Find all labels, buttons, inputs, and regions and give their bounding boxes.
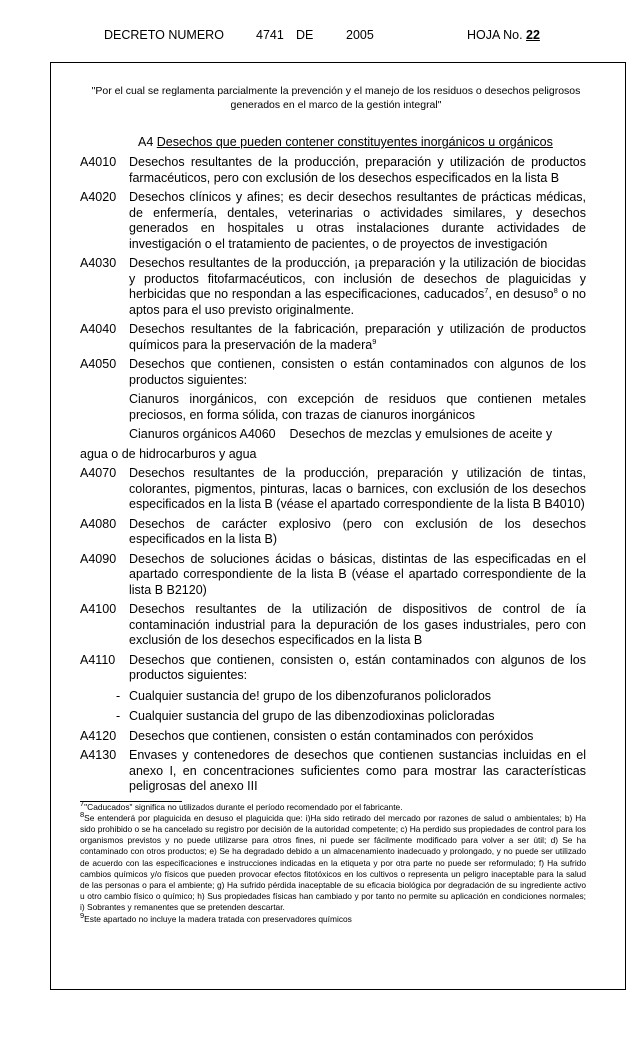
entry-text-part: o no aptos para el uso previsto originalmente. bbox=[129, 287, 586, 317]
list-item bbox=[116, 709, 586, 725]
entry-text: Desechos de carácter explosivo (pero con exclusión de los desechos especificados en la lista B) bbox=[129, 516, 586, 546]
footnote-9 bbox=[80, 910, 586, 925]
entry-a4030 bbox=[80, 256, 586, 318]
footnote-8 bbox=[80, 809, 586, 914]
decreto-number: 4741 bbox=[256, 28, 284, 42]
entry-text: Desechos resultantes de la producción, preparación y utilización de tintas, colorantes, pigmentos, pinturas, lacas o barnices, con exclusión de los desechos especificados en la lista B (véase el apartado correspondiente de la lista B B4010) bbox=[129, 466, 586, 511]
entry-text-part: Desechos resultantes de la fabricación, preparación y utilización de productos químicos para la preservación de la madera bbox=[129, 322, 586, 352]
entry-code: A4100 bbox=[80, 602, 117, 616]
entry-code: A4040 bbox=[80, 322, 117, 336]
entry-code: A4130 bbox=[80, 748, 117, 762]
entry-a4090 bbox=[80, 552, 586, 599]
list-item-text: Cualquier sustancia de! grupo de los dibenzofuranos policlorados bbox=[129, 688, 492, 703]
entry-code: A4070 bbox=[80, 466, 117, 480]
decreto-year: 2005 bbox=[346, 28, 374, 42]
entry-text: Envases y contenedores de desechos que contienen sustancias incluidas en el anexo I, en concentraciones suficientes como para mostrar las características peligrosas del anexo III bbox=[129, 748, 586, 793]
entry-a4110 bbox=[80, 653, 586, 684]
section-prefix: A4 bbox=[138, 135, 154, 149]
entry-text: Desechos de soluciones ácidas o básicas, distintas de las especificadas en el apartado correspondiente de la lista B (véase el apartado correspondiente de la lista B B2120) bbox=[129, 551, 586, 597]
entry-a4050 bbox=[80, 357, 586, 388]
footnote-number: 8 bbox=[80, 809, 85, 819]
page-number: 22 bbox=[526, 28, 540, 42]
entry-text: Desechos resultantes de la utilización de dispositivos de control de ía contaminación industrial para la depuración de los gases industriales, pero con exclusión de los desechos especificados en la lista B bbox=[129, 602, 586, 647]
entry-text: Desechos que contienen, consisten o, están contaminados con algunos de los productos siguientes: bbox=[129, 652, 586, 682]
entry-a4120 bbox=[80, 729, 586, 745]
entry-a4100 bbox=[80, 602, 586, 649]
entry-code: A4050 bbox=[80, 357, 117, 371]
section-title: Desechos que pueden contener constituyentes inorgánicos u orgánicos bbox=[156, 135, 553, 149]
entry-code: A4030 bbox=[80, 256, 117, 270]
footnote-number: 7 bbox=[80, 798, 85, 808]
entry-a4040 bbox=[80, 322, 586, 353]
entry-subitem: Cianuros orgánicos A4060 Desechos de mezclas y emulsiones de aceite y bbox=[129, 427, 553, 441]
entry-text bbox=[129, 322, 586, 353]
footnote-ref-7: 7 bbox=[484, 285, 489, 295]
document-subtitle: "Por el cual se reglamenta parcialmente la prevención y el manejo de los residuos o desechos peligrosos generados en el marco de la gestión integral" bbox=[91, 85, 581, 111]
entry-text: Desechos que contienen, consisten o están contaminados con peróxidos bbox=[129, 728, 534, 743]
entry-text: Desechos que contienen, consisten o están contaminados con algunos de los productos siguientes: bbox=[129, 357, 586, 387]
footnote-7 bbox=[80, 798, 586, 813]
entry-text: Desechos resultantes de la producción, preparación y utilización de productos farmacéuticos, pero con exclusión de los desechos especificados en la lista B bbox=[129, 155, 586, 185]
footnote-ref-8: 8 bbox=[553, 285, 558, 295]
entry-subitem: Cianuros inorgánicos, con excepción de residuos que contienen metales preciosos, en forma sólida, con trazas de cianuros inorgánicos bbox=[129, 392, 586, 422]
entry-continuation: agua o de hidrocarburos y agua bbox=[80, 446, 257, 461]
entry-code: A4010 bbox=[80, 155, 117, 169]
footnote-text: Se entenderá por plaguicida en desuso el plaguicida que: i)Ha sido retirado del mercado por razones de salud o ambientales; b) Ha sido prohibido o se ha cancelado su registro por decisión de la autoridad competente; c) Ha perdido sus propiedades de control para los organismos previstos y no puede utilizarse para otros fines, ni puede ser fácilmente modificado para volver a ser útil; d) Se ha contaminado con otros productos; e) Se ha degradado debido a un almacenamiento inadecuado y prolongado, y no puede ser utilizado de acuerdo con las especificaciones e instrucciones indicadas en la etiqueta y por otra parte no puede ser reformulado; f) Ha sufrido cambios químicos y/o físicos que pueden provocar efectos fitotóxicos en los cultivos o representa un peligro inaceptable para la salud de las personas o para el ambiente; g) Ha sufrido pérdida inaceptable de su eficacia biológica por degradación de su ingrediente activo u otro cambio físico o químico; h) Sus propiedades físicas han cambiado y por tanto no permite su aplicación en condiciones normales; i) Sobrantes y remanentes que se pretenden descartar. bbox=[80, 812, 586, 913]
list-item-text: Cualquier sustancia del grupo de las dibenzodioxinas policloradas bbox=[129, 709, 495, 723]
entry-a4130 bbox=[80, 748, 586, 795]
entry-code: A4080 bbox=[80, 516, 117, 531]
entry-code: A4110 bbox=[80, 652, 116, 667]
page-content bbox=[80, 84, 586, 925]
entry-text-part: , en desuso bbox=[488, 287, 554, 301]
hoja-label: HOJA No. bbox=[467, 28, 523, 42]
decreto-label: DECRETO NUMERO bbox=[104, 28, 224, 42]
de-label: DE bbox=[296, 28, 314, 42]
entry-text: Desechos clínicos y afines; es decir desechos resultantes de prácticas médicas, de enfermería, dentales, veterinarias o actividades similares, y desechos generados en hospitales u otras instalaciones durante actividades de investigación o el tratamiento de pacientes, o de proyectos de investigación bbox=[129, 190, 586, 251]
footnote-text: Este apartado no incluye la madera tratada con preservadores químicos bbox=[84, 913, 352, 924]
dash-marker: - bbox=[116, 709, 121, 723]
entry-code: A4090 bbox=[80, 551, 117, 566]
section-heading bbox=[138, 134, 586, 151]
entry-a4080 bbox=[80, 517, 586, 548]
footnote-number: 9 bbox=[80, 910, 85, 920]
entry-a4070 bbox=[80, 466, 586, 513]
footnote-ref-9: 9 bbox=[372, 336, 377, 346]
entry-code: A4120 bbox=[80, 728, 117, 743]
entry-text bbox=[129, 256, 586, 318]
page-header bbox=[0, 28, 638, 48]
entry-a4010 bbox=[80, 155, 586, 186]
list-item bbox=[116, 689, 586, 705]
entry-a4020 bbox=[80, 190, 586, 252]
footnote-text: "Caducados" significa no utilizados durante el período recomendado por el fabricante. bbox=[84, 801, 403, 812]
entry-code: A4020 bbox=[80, 190, 117, 204]
entry-text-part: Desechos resultantes de la producción, ¡a preparación y la utilización de biocidas y productos fitofarmacéuticos, con inclusión de desechos de plaguicidas y herbicidas que no respondan a las especificaciones, caducados bbox=[129, 256, 586, 301]
dash-marker: - bbox=[116, 688, 121, 703]
